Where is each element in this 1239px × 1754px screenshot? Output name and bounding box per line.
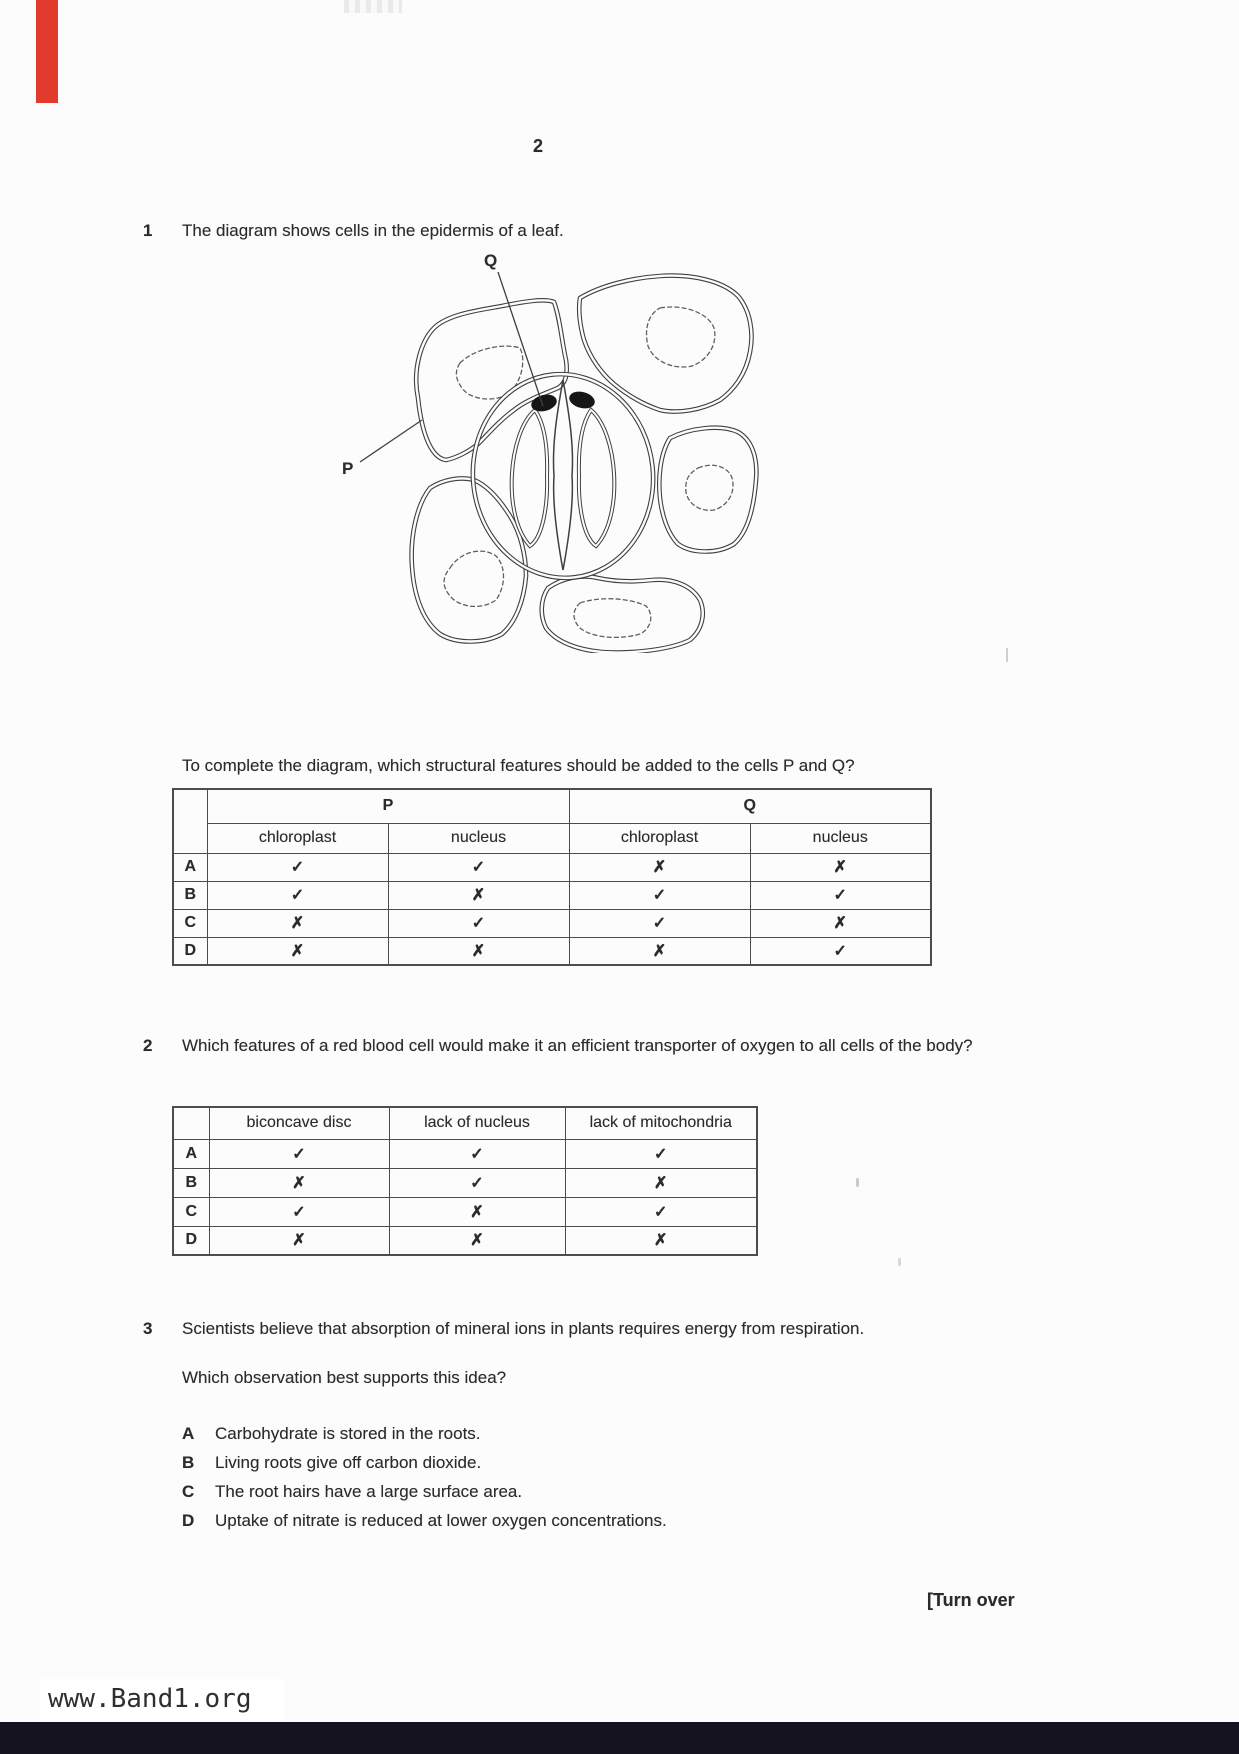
mark-cell: ✓ xyxy=(569,909,750,937)
col-header: lack of mitochondria xyxy=(565,1107,757,1139)
mark-cell: ✓ xyxy=(389,1168,565,1197)
mark-cell: ✗ xyxy=(209,1168,389,1197)
red-margin-mark xyxy=(36,0,58,103)
label-q: Q xyxy=(484,251,498,270)
option-letter: D xyxy=(182,1511,195,1530)
mark-cell: ✗ xyxy=(565,1168,757,1197)
mark-cell: ✓ xyxy=(565,1139,757,1168)
epidermal-cells xyxy=(412,276,757,653)
option-text: The root hairs have a large surface area. xyxy=(215,1482,523,1501)
row-label: D xyxy=(173,1226,209,1255)
mark-cell: ✗ xyxy=(750,853,931,881)
table-row xyxy=(173,1139,757,1168)
scan-artifact xyxy=(856,1178,859,1187)
col-header: lack of nucleus xyxy=(389,1107,565,1139)
mark-cell: ✓ xyxy=(750,881,931,909)
row-label: D xyxy=(173,937,207,965)
mark-cell: ✓ xyxy=(750,937,931,965)
leaf-epidermis-diagram xyxy=(330,248,760,653)
q2-answer-table xyxy=(172,1106,758,1256)
mark-cell: ✓ xyxy=(388,909,569,937)
option-text: Living roots give off carbon dioxide. xyxy=(215,1453,482,1472)
col-header: biconcave disc xyxy=(209,1107,389,1139)
group-header-p: P xyxy=(207,789,569,823)
scan-smudge xyxy=(344,0,402,13)
mark-cell: ✓ xyxy=(207,881,388,909)
scan-artifact xyxy=(1006,648,1008,662)
option-a xyxy=(182,1424,667,1453)
corner-cell xyxy=(173,789,207,853)
guard-cell-nucleus xyxy=(567,389,596,411)
mark-cell: ✗ xyxy=(750,909,931,937)
mark-cell: ✓ xyxy=(207,853,388,881)
mark-cell: ✓ xyxy=(209,1139,389,1168)
scan-artifact xyxy=(898,1258,901,1266)
watermark-url: www.Band1.org xyxy=(40,1679,284,1720)
table-row xyxy=(173,881,931,909)
q3-prompt: Which observation best supports this idea? xyxy=(182,1368,507,1387)
q3-options xyxy=(182,1424,667,1540)
table-row xyxy=(173,909,931,937)
mark-cell: ✗ xyxy=(569,937,750,965)
mark-cell: ✗ xyxy=(565,1226,757,1255)
col-header: chloroplast xyxy=(569,823,750,853)
turn-over-note: [Turn over xyxy=(927,1590,1015,1610)
mark-cell: ✗ xyxy=(389,1226,565,1255)
row-label: B xyxy=(173,881,207,909)
table-row xyxy=(173,1197,757,1226)
q1-answer-table xyxy=(172,788,932,966)
label-p-leader-line xyxy=(360,420,422,462)
col-header: nucleus xyxy=(388,823,569,853)
option-d xyxy=(182,1511,667,1540)
label-p: P xyxy=(342,459,354,478)
mark-cell: ✗ xyxy=(209,1226,389,1255)
mark-cell: ✗ xyxy=(207,909,388,937)
option-text: Uptake of nitrate is reduced at lower oxygen concentrations. xyxy=(215,1511,667,1530)
q1-prompt: To complete the diagram, which structural features should be added to the cells P and Q? xyxy=(182,756,855,775)
table-row xyxy=(173,853,931,881)
row-label: B xyxy=(173,1168,209,1197)
col-header: nucleus xyxy=(750,823,931,853)
row-label: C xyxy=(173,1197,209,1226)
col-header: chloroplast xyxy=(207,823,388,853)
mark-cell: ✓ xyxy=(569,881,750,909)
corner-cell xyxy=(173,1107,209,1139)
row-label: C xyxy=(173,909,207,937)
mark-cell: ✗ xyxy=(389,1197,565,1226)
mark-cell: ✓ xyxy=(388,853,569,881)
page-number: 2 xyxy=(533,136,544,156)
q3-text: Scientists believe that absorption of mineral ions in plants requires energy from respiration. xyxy=(182,1319,865,1338)
mark-cell: ✓ xyxy=(565,1197,757,1226)
q3-number: 3 xyxy=(143,1319,153,1338)
q1-number: 1 xyxy=(143,221,153,240)
mark-cell: ✗ xyxy=(569,853,750,881)
mark-cell: ✗ xyxy=(207,937,388,965)
option-letter: B xyxy=(182,1453,195,1472)
option-letter: A xyxy=(182,1424,195,1443)
table-row xyxy=(173,1226,757,1255)
q2-number: 2 xyxy=(143,1036,153,1055)
mark-cell: ✓ xyxy=(209,1197,389,1226)
option-c xyxy=(182,1482,667,1511)
group-header-q: Q xyxy=(569,789,931,823)
row-label: A xyxy=(173,1139,209,1168)
row-label: A xyxy=(173,853,207,881)
option-b xyxy=(182,1453,667,1482)
option-letter: C xyxy=(182,1482,195,1501)
mark-cell: ✗ xyxy=(388,881,569,909)
scan-bottom-bar xyxy=(0,1722,1239,1754)
mark-cell: ✗ xyxy=(388,937,569,965)
table-row xyxy=(173,1168,757,1197)
mark-cell: ✓ xyxy=(389,1139,565,1168)
q2-text: Which features of a red blood cell would make it an efficient transporter of oxygen to all cells of the body? xyxy=(182,1036,973,1055)
q1-text: The diagram shows cells in the epidermis of a leaf. xyxy=(182,221,564,240)
table-row xyxy=(173,937,931,965)
option-text: Carbohydrate is stored in the roots. xyxy=(215,1424,481,1443)
